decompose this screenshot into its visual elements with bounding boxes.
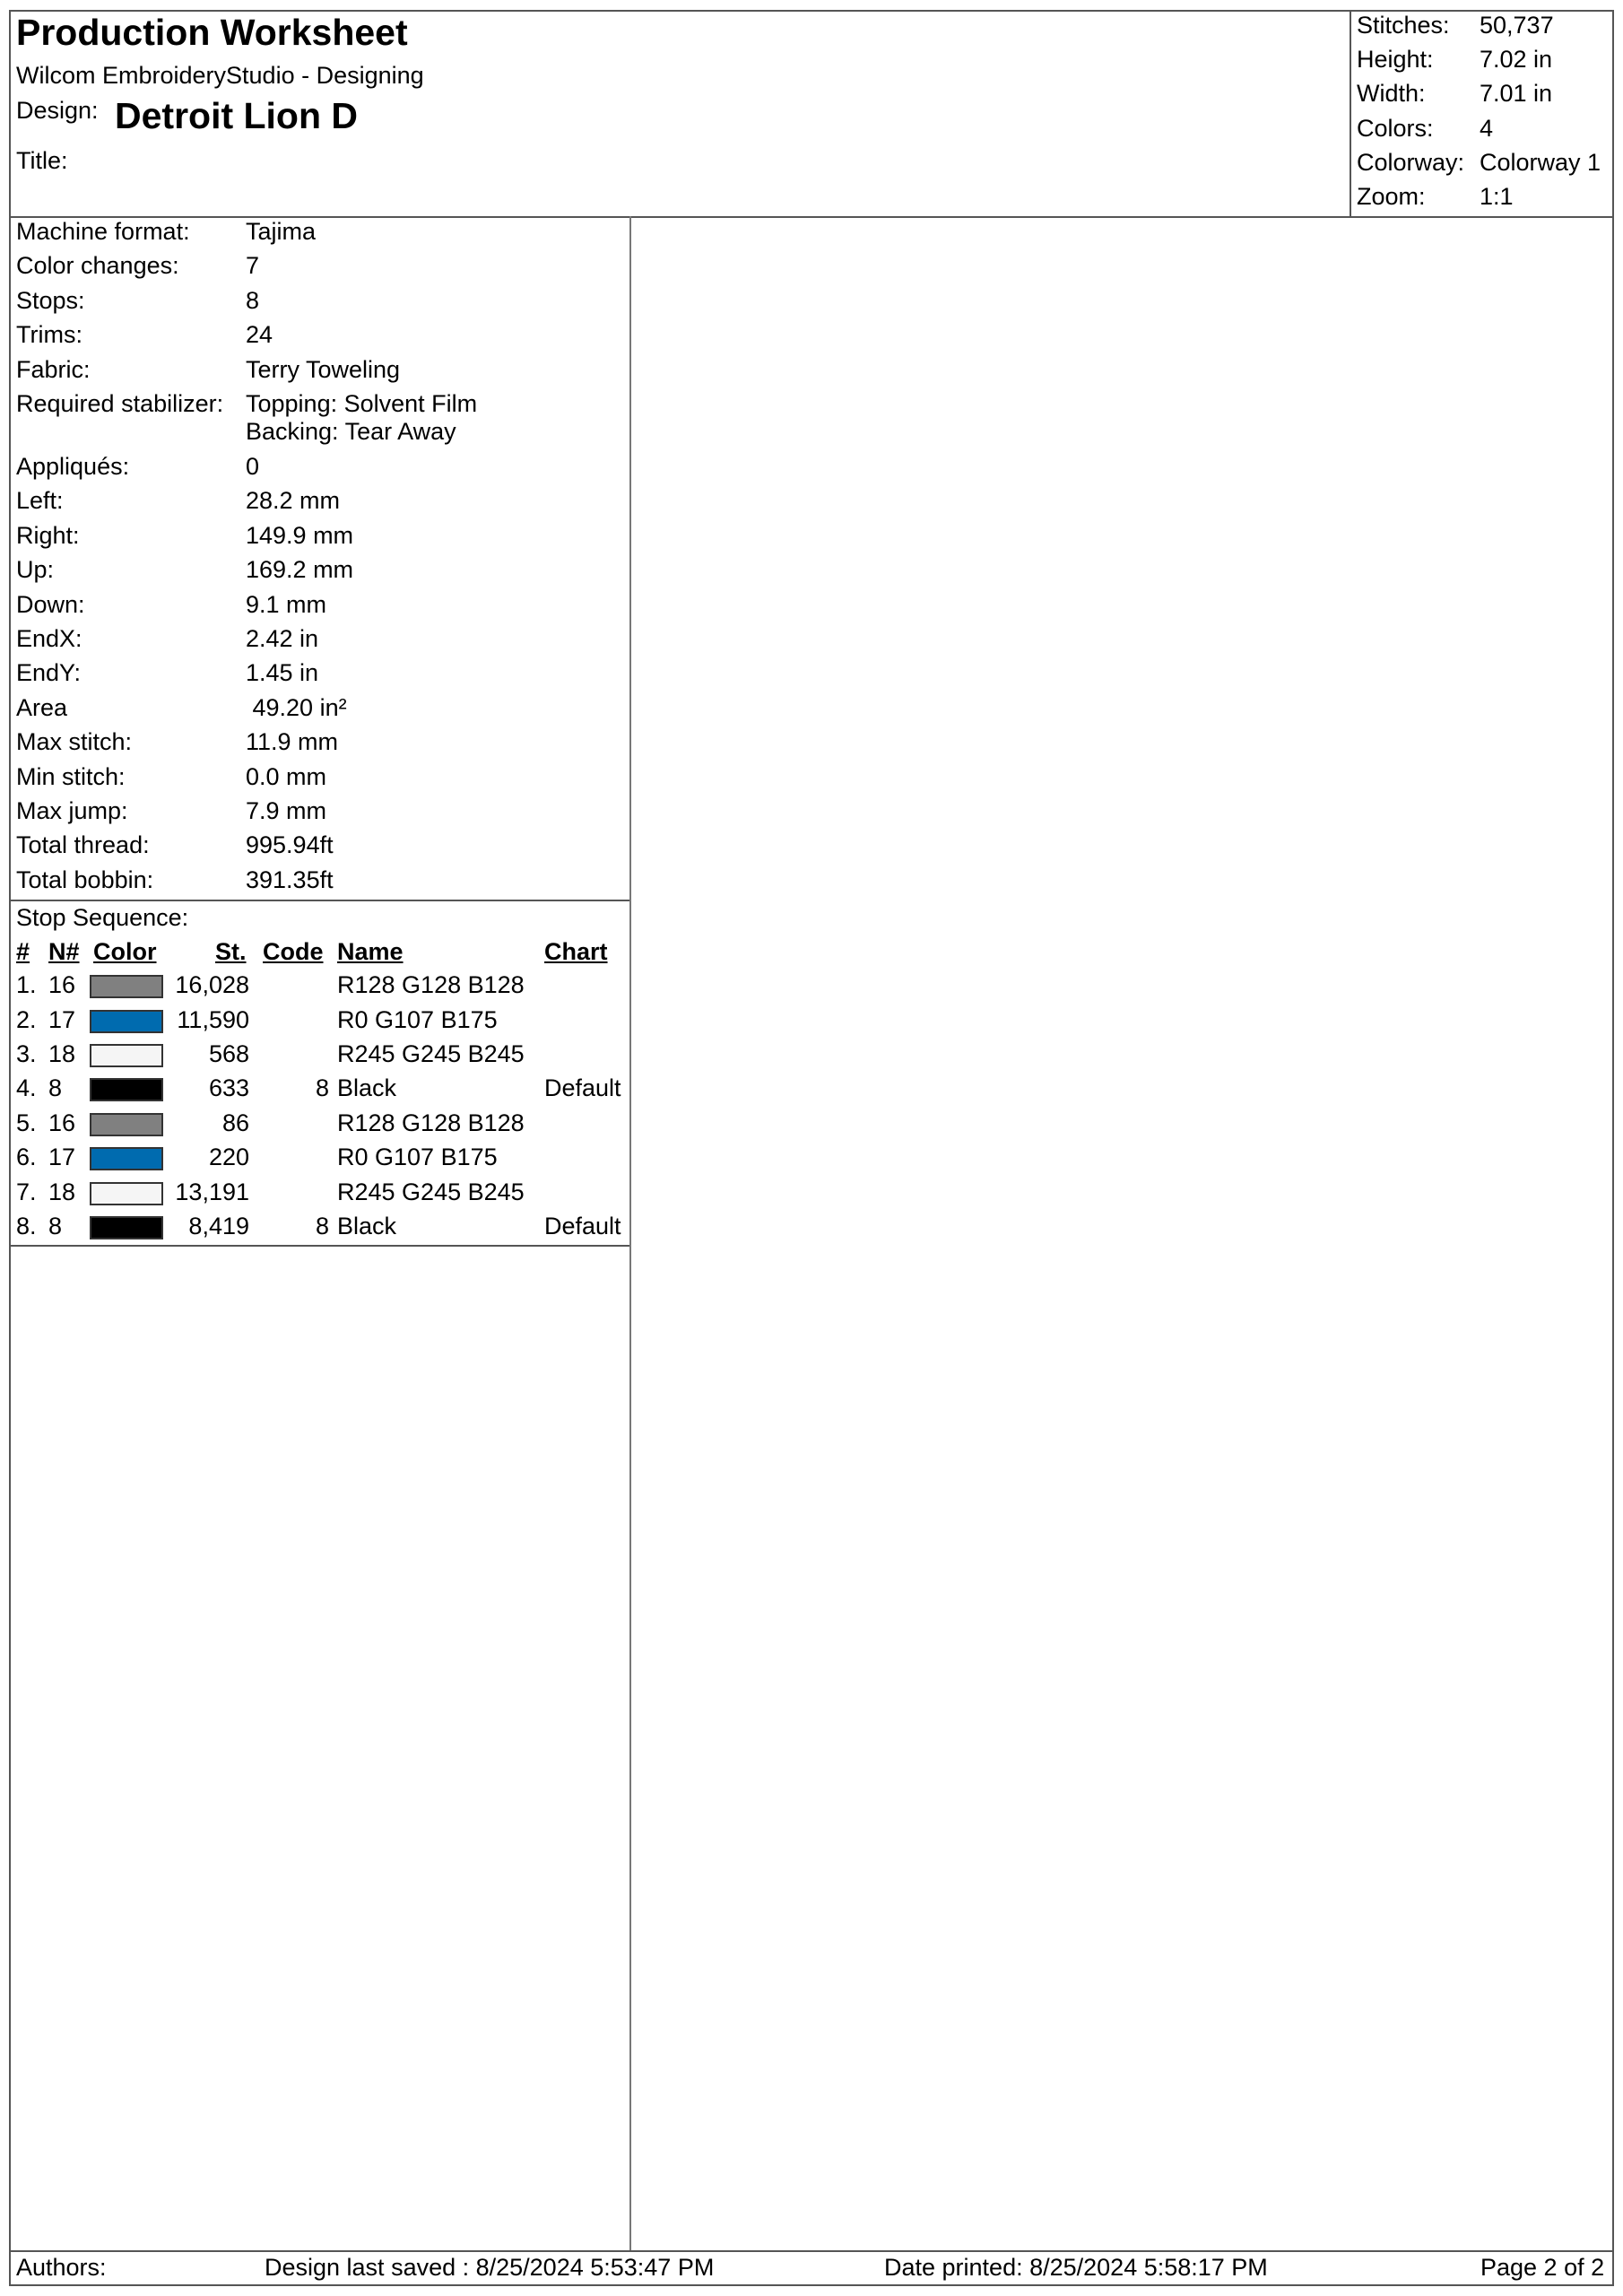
stat-height: Height: 7.02 in [1357, 46, 1553, 73]
color-swatch [90, 1113, 163, 1136]
table-row [9, 1109, 629, 1144]
header-stitches: St. [215, 938, 247, 965]
row-needle: 8 [48, 1213, 63, 1239]
header-chart: Chart [544, 938, 608, 965]
design-name: Detroit Lion D [115, 95, 359, 136]
software-subtitle: Wilcom EmbroideryStudio - Designing [16, 62, 424, 89]
design-stats-box [1350, 10, 1614, 218]
row-name: R245 G245 B245 [337, 1040, 525, 1067]
footer-last-saved: Design last saved : 8/25/2024 5:53:47 PM [265, 2254, 715, 2281]
row-needle: 16 [48, 1109, 76, 1136]
row-needle: 17 [48, 1006, 76, 1033]
row-name: Black [337, 1074, 397, 1101]
stop-sequence-divider [9, 900, 629, 901]
color-swatch [90, 1216, 163, 1239]
table-row [9, 971, 629, 1005]
stat-colors: Colors: 4 [1357, 115, 1494, 142]
color-swatch [90, 1078, 163, 1101]
row-num: 4. [16, 1074, 37, 1101]
row-needle: 16 [48, 971, 76, 998]
table-row [9, 1040, 629, 1074]
table-row [9, 1006, 629, 1040]
row-code: 8 [315, 1213, 329, 1239]
column-divider [629, 216, 631, 2252]
table-row [9, 1213, 629, 1247]
row-needle: 18 [48, 1040, 76, 1067]
row-needle: 18 [48, 1178, 76, 1205]
stat-stitches: Stitches: 50,737 [1357, 12, 1554, 39]
row-needle: 8 [48, 1074, 63, 1101]
row-num: 7. [16, 1178, 37, 1205]
stop-sequence-title: Stop Sequence: [16, 904, 189, 931]
stat-width: Width: 7.01 in [1357, 80, 1553, 107]
row-num: 6. [16, 1144, 37, 1170]
row-stitches: 568 [208, 1040, 249, 1067]
row-stitches: 8,419 [188, 1213, 249, 1239]
header-code: Code [263, 938, 324, 965]
color-swatch [90, 975, 163, 998]
design-label: Design: [16, 97, 99, 124]
row-name: R128 G128 B128 [337, 1109, 525, 1136]
row-stitches: 13,191 [175, 1178, 249, 1205]
row-name: R245 G245 B245 [337, 1178, 525, 1205]
color-swatch [90, 1147, 163, 1170]
stop-sequence-end-divider [9, 1245, 629, 1247]
page-title: Production Worksheet [16, 12, 408, 53]
header-name: Name [337, 938, 404, 965]
row-chart: Default [544, 1074, 621, 1101]
table-row [9, 1144, 629, 1178]
row-name: R0 G107 B175 [337, 1144, 498, 1170]
row-num: 1. [16, 971, 37, 998]
header-color: Color [93, 938, 157, 965]
row-code: 8 [315, 1074, 329, 1101]
row-num: 5. [16, 1109, 37, 1136]
stat-zoom: Zoom: 1:1 [1357, 183, 1514, 210]
worksheet-header [9, 10, 1351, 218]
stat-colorway: Colorway: Colorway 1 [1357, 149, 1601, 176]
footer-page-number: Page 2 of 2 [1480, 2254, 1605, 2281]
title-label: Title: [16, 147, 68, 174]
row-chart: Default [544, 1213, 621, 1239]
header-needle: N# [48, 938, 80, 965]
footer-divider [9, 2250, 1614, 2252]
footer-authors: Authors: [16, 2254, 107, 2281]
row-stitches: 220 [208, 1144, 249, 1170]
row-name: R128 G128 B128 [337, 971, 525, 998]
color-swatch [90, 1182, 163, 1205]
row-stitches: 633 [208, 1074, 249, 1101]
row-num: 8. [16, 1213, 37, 1239]
header-num: # [16, 938, 30, 965]
row-needle: 17 [48, 1144, 76, 1170]
row-name: R0 G107 B175 [337, 1006, 498, 1033]
color-swatch [90, 1044, 163, 1067]
row-num: 3. [16, 1040, 37, 1067]
color-swatch [90, 1010, 163, 1033]
row-name: Black [337, 1213, 397, 1239]
row-stitches: 11,590 [177, 1006, 249, 1033]
table-row [9, 1074, 629, 1109]
table-row [9, 1178, 629, 1213]
footer-date-printed: Date printed: 8/25/2024 5:58:17 PM [884, 2254, 1268, 2281]
row-stitches: 16,028 [175, 971, 249, 998]
row-stitches: 86 [221, 1109, 249, 1136]
row-num: 2. [16, 1006, 37, 1033]
